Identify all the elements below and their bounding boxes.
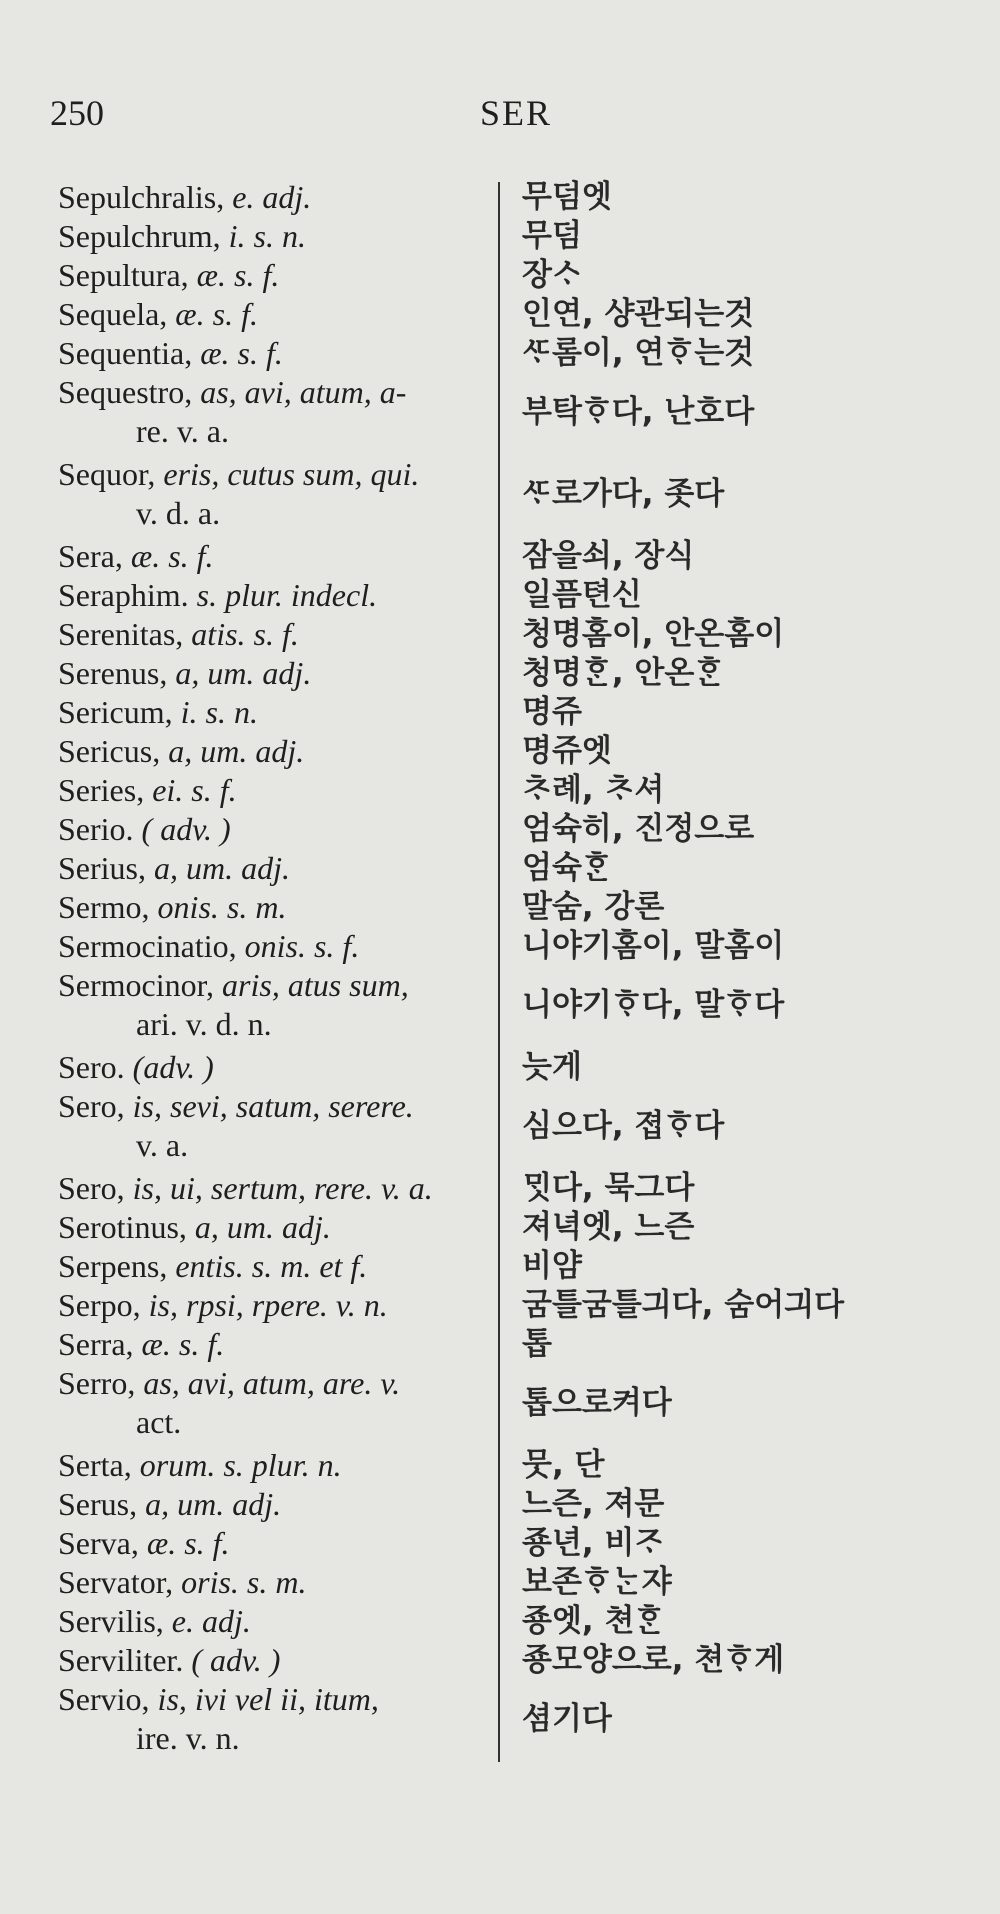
lemma: Sericus, — [58, 733, 161, 769]
korean-gloss: 셤기다 — [522, 1700, 612, 1737]
korean-gloss: 청명홈이, 안온홈이 — [522, 616, 785, 652]
lemma: Sepultura, — [58, 257, 189, 293]
latin-headword — [58, 1563, 490, 1602]
latin-headword — [58, 1602, 490, 1641]
korean-gloss: 느즌, 져문 — [522, 1486, 665, 1522]
lemma: Sequentia, — [58, 335, 193, 371]
grammar-info: is, rpsi, rpere. v. n. — [148, 1287, 388, 1323]
latin-headword — [58, 1208, 490, 1247]
latin-headword — [58, 615, 490, 654]
latin-headword — [58, 654, 490, 693]
grammar-info: as, avi, atum, are. v. — [143, 1365, 401, 1401]
korean-gloss: ᄯᆞ로가다, 좃다 — [522, 475, 725, 512]
lemma: Sera, — [58, 538, 123, 574]
latin-headword — [58, 1446, 490, 1485]
lemma: Serpo, — [58, 1287, 141, 1323]
grammar-info: a, um. adj. — [154, 850, 290, 886]
korean-gloss: 져녁엣, 느즌 — [522, 1209, 695, 1245]
grammar-info: a, um. adj. — [145, 1486, 282, 1522]
lemma: Sericum, — [58, 694, 173, 730]
grammar-info: as, avi, atum, a- — [200, 374, 407, 410]
lemma: Seraphim. — [58, 577, 189, 613]
korean-gloss: 니야기홈이, 말홈이 — [522, 928, 785, 964]
grammar-info: orum. s. plur. n. — [139, 1447, 342, 1483]
korean-gloss: 말숨, 강론 — [522, 889, 665, 925]
grammar-info: aris, atus sum, — [222, 967, 409, 1003]
lemma: Sermocinatio, — [58, 928, 237, 964]
grammar-continuation: act. — [136, 1404, 182, 1440]
grammar-info: æ. s. f. — [200, 335, 283, 371]
latin-headword — [58, 576, 490, 615]
latin-headword — [58, 966, 490, 1044]
korean-gloss: 뭇, 단 — [522, 1447, 605, 1483]
grammar-info: æ. s. f. — [175, 296, 258, 332]
grammar-continuation: v. d. a. — [136, 495, 221, 531]
column-divider — [498, 182, 500, 1762]
korean-gloss: 인연, 샹관되는것 — [522, 296, 755, 332]
lemma: Sermocinor, — [58, 967, 215, 1003]
korean-gloss: 일픔텬신 — [522, 577, 642, 613]
korean-gloss: 죵모양으로, 쳔ᄒᆞ게 — [522, 1642, 785, 1678]
latin-headword — [58, 693, 490, 732]
grammar-info: ei. s. f. — [152, 772, 237, 808]
grammar-info: ( adv. ) — [191, 1642, 281, 1678]
latin-headword — [58, 1485, 490, 1524]
lemma: Servilis, — [58, 1603, 164, 1639]
latin-headword — [58, 732, 490, 771]
grammar-continuation: re. v. a. — [136, 413, 229, 449]
grammar-info: atis. s. f. — [191, 616, 299, 652]
grammar-continuation: ari. v. d. n. — [136, 1006, 272, 1042]
grammar-info: entis. s. m. et f. — [175, 1248, 368, 1284]
latin-headword — [58, 334, 490, 373]
latin-headword — [58, 1325, 490, 1364]
korean-gloss: 보존ᄒᆞᄂᆞᆫ쟈 — [522, 1564, 672, 1600]
latin-headword — [58, 1524, 490, 1563]
grammar-info: is, sevi, satum, serere. — [132, 1088, 414, 1124]
korean-gloss: 장ᄉᆞ — [522, 257, 582, 293]
korean-gloss: ᄆᆡᆺ다, 묵그다 — [522, 1170, 695, 1206]
grammar-continuation: v. a. — [136, 1127, 189, 1163]
korean-gloss: 죵엣, 쳔ᄒᆞᆫ — [522, 1603, 665, 1639]
korean-gloss: 니야기ᄒᆞ다, 말ᄒᆞ다 — [522, 986, 785, 1023]
latin-headword — [58, 455, 490, 533]
grammar-info: ( adv. ) — [141, 811, 231, 847]
korean-gloss: 무덤 — [522, 218, 582, 254]
korean-gloss: 엄슉히, 진정으로 — [522, 811, 755, 847]
grammar-info: æ. s. f. — [146, 1525, 230, 1561]
latin-headword — [58, 1286, 490, 1325]
korean-gloss: 톱으로켜다 — [522, 1384, 672, 1421]
lemma: Serio. — [58, 811, 134, 847]
latin-headword — [58, 256, 490, 295]
korean-gloss: 명쥬 — [522, 694, 582, 730]
latin-headword — [58, 810, 490, 849]
grammar-info: a, um. adj. — [168, 733, 305, 769]
korean-gloss: 비얌 — [522, 1248, 582, 1284]
korean-gloss: 부탁ᄒᆞ다, 난호다 — [522, 393, 755, 430]
lemma: Sequela, — [58, 296, 168, 332]
page-number: 250 — [50, 93, 104, 133]
lemma: Sero. — [58, 1049, 125, 1085]
lemma: Serius, — [58, 850, 146, 886]
lemma: Serotinus, — [58, 1209, 187, 1245]
grammar-continuation: ire. v. n. — [136, 1720, 240, 1756]
lemma: Sero, — [58, 1088, 125, 1124]
lemma: Serviliter. — [58, 1642, 184, 1678]
korean-gloss: 굼틀굼틀긔다, 숨어긔다 — [522, 1287, 845, 1323]
grammar-info: æ. s. f. — [130, 538, 214, 574]
lemma: Servator, — [58, 1564, 174, 1600]
grammar-info: onis. s. f. — [244, 928, 360, 964]
grammar-info: eris, cutus sum, qui. — [163, 456, 420, 492]
latin-headword — [58, 373, 490, 451]
lemma: Serva, — [58, 1525, 139, 1561]
korean-gloss: ᄯᆞ롬이, 연ᄒᆞ는것 — [522, 335, 755, 371]
grammar-info: oris. s. m. — [181, 1564, 307, 1600]
latin-headword — [58, 178, 490, 217]
lemma: Sequestro, — [58, 374, 193, 410]
korean-gloss: 심으다, 졉ᄒᆞ다 — [522, 1107, 725, 1144]
lemma: Serra, — [58, 1326, 134, 1362]
grammar-info: is, ui, sertum, rere. v. a. — [132, 1170, 433, 1206]
korean-gloss: 무덤엣 — [522, 179, 612, 215]
grammar-info: i. s. n. — [180, 694, 258, 730]
grammar-info: (adv. ) — [132, 1049, 214, 1085]
lemma: Sequor, — [58, 456, 156, 492]
latin-headword — [58, 1169, 490, 1208]
grammar-info: onis. s. m. — [157, 889, 287, 925]
grammar-info: i. s. n. — [228, 218, 306, 254]
lemma: Serro, — [58, 1365, 136, 1401]
lemma: Sepulchrum, — [58, 218, 221, 254]
running-head: SER — [480, 93, 553, 133]
grammar-info: e. adj. — [232, 179, 312, 215]
latin-headword — [58, 537, 490, 576]
lemma: Serta, — [58, 1447, 132, 1483]
korean-gloss: 청명ᄒᆞᆫ, 안온ᄒᆞᆫ — [522, 655, 725, 691]
grammar-info: is, ivi vel ii, itum, — [157, 1681, 379, 1717]
latin-headword — [58, 1247, 490, 1286]
korean-gloss: 죵년, 비ᄌᆞ — [522, 1525, 665, 1561]
korean-gloss: 톱 — [522, 1326, 552, 1362]
latin-headword — [58, 295, 490, 334]
latin-headword — [58, 1680, 490, 1758]
latin-headword — [58, 849, 490, 888]
lemma: Serpens, — [58, 1248, 168, 1284]
korean-gloss: ᄎᆞ례, ᄎᆞ셔 — [522, 772, 665, 808]
lemma: Sero, — [58, 1170, 125, 1206]
latin-headword — [58, 1048, 490, 1087]
latin-headword — [58, 771, 490, 810]
lemma: Serus, — [58, 1486, 138, 1522]
grammar-info: a, um. adj. — [175, 655, 312, 691]
korean-gloss: 늣게 — [522, 1049, 582, 1085]
grammar-info: æ. s. f. — [141, 1326, 225, 1362]
latin-headword — [58, 1364, 490, 1442]
grammar-info: a, um. adj. — [194, 1209, 331, 1245]
latin-headword — [58, 888, 490, 927]
lemma: Serenus, — [58, 655, 168, 691]
grammar-info: s. plur. indecl. — [196, 577, 378, 613]
grammar-info: e. adj. — [171, 1603, 251, 1639]
lemma: Sepulchralis, — [58, 179, 225, 215]
latin-headword — [58, 1087, 490, 1165]
latin-headword — [58, 927, 490, 966]
korean-gloss: 명쥬엣 — [522, 733, 612, 769]
lemma: Serenitas, — [58, 616, 184, 652]
lemma: Sermo, — [58, 889, 150, 925]
korean-gloss: 엄슉ᄒᆞᆫ — [522, 850, 612, 886]
lemma: Series, — [58, 772, 145, 808]
korean-gloss: 잠을쇠, 장식 — [522, 538, 695, 574]
grammar-info: æ. s. f. — [196, 257, 280, 293]
latin-headword — [58, 1641, 490, 1680]
latin-headword — [58, 217, 490, 256]
lemma: Servio, — [58, 1681, 150, 1717]
